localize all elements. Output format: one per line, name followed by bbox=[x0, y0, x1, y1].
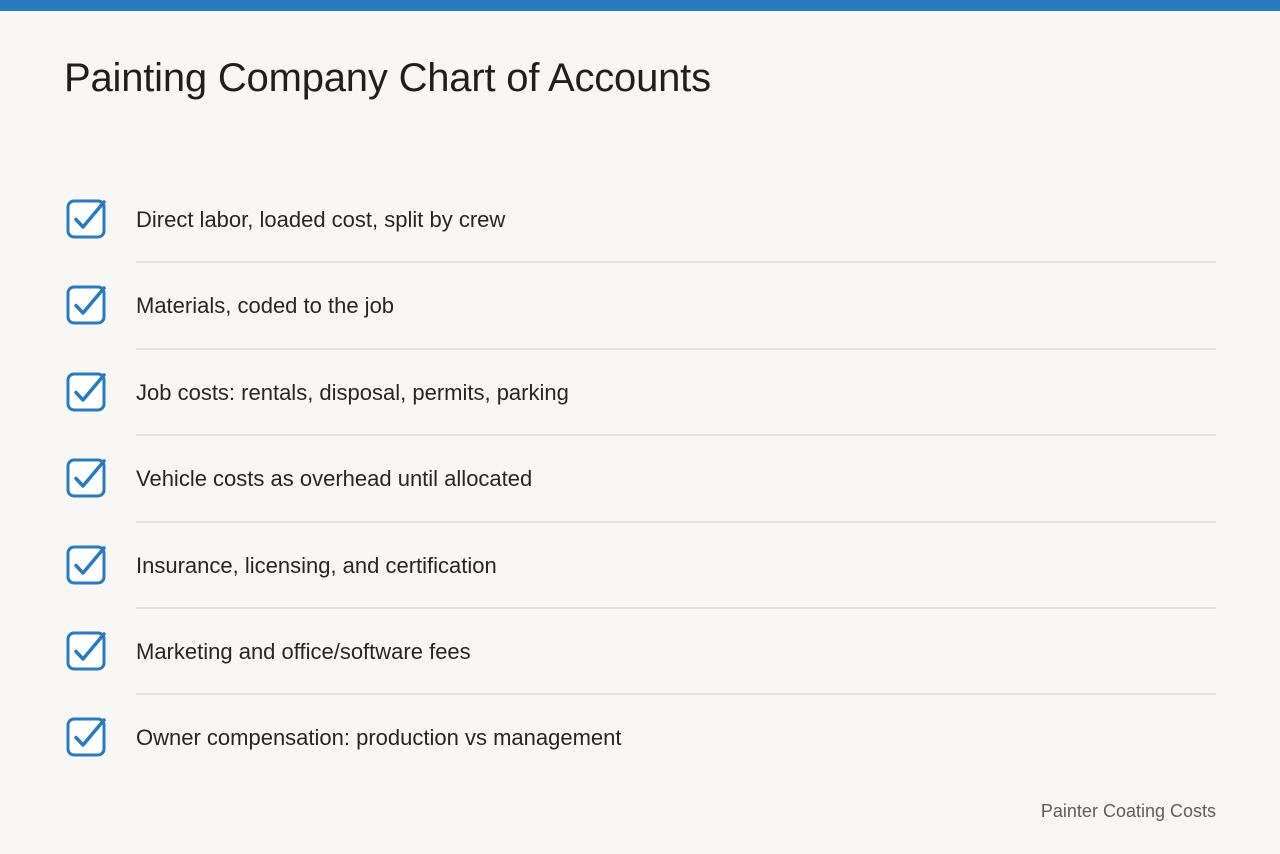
list-item bbox=[64, 177, 1216, 263]
item-label: Vehicle costs as overhead until allocated bbox=[136, 466, 533, 492]
checked-checkbox-icon bbox=[66, 631, 106, 671]
page-title: Painting Company Chart of Accounts bbox=[64, 56, 711, 100]
checked-checkbox-icon bbox=[66, 458, 106, 498]
checklist bbox=[64, 177, 1216, 782]
item-label: Materials, coded to the job bbox=[136, 293, 395, 319]
item-label: Insurance, licensing, and certification bbox=[136, 552, 497, 578]
list-item bbox=[64, 350, 1216, 436]
checked-checkbox-icon bbox=[66, 199, 106, 239]
checked-checkbox-icon bbox=[66, 545, 106, 585]
list-item bbox=[64, 436, 1216, 522]
item-label: Owner compensation: production vs management bbox=[136, 725, 622, 751]
item-label: Direct labor, loaded cost, split by crew bbox=[136, 207, 506, 232]
checked-checkbox-icon bbox=[66, 285, 106, 325]
list-item bbox=[64, 263, 1216, 349]
checked-checkbox-icon bbox=[66, 372, 106, 412]
list-item bbox=[64, 609, 1216, 695]
list-item bbox=[64, 695, 1216, 781]
item-label: Marketing and office/software fees bbox=[136, 638, 471, 664]
list-item bbox=[64, 523, 1216, 609]
top-accent-bar bbox=[0, 0, 1280, 11]
item-label: Job costs: rentals, disposal, permits, parking bbox=[136, 379, 569, 405]
checked-checkbox-icon bbox=[66, 717, 106, 757]
footer-brand: Painter Coating Costs bbox=[1040, 801, 1216, 821]
